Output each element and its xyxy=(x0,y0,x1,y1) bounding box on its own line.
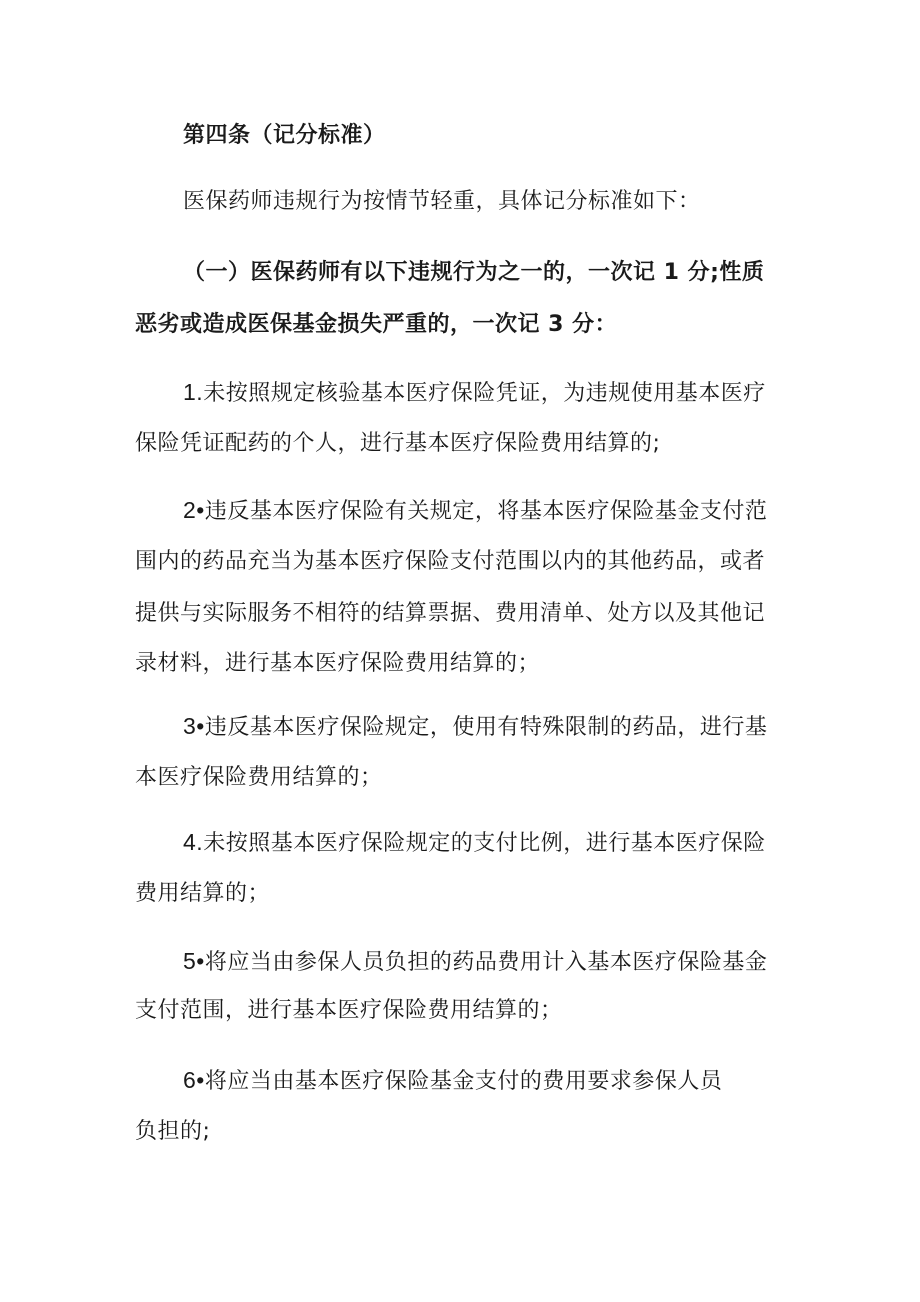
item-4-line-1: 4.未按照基本医疗保险规定的支付比例，进行基本医疗保险 xyxy=(183,829,766,856)
item-5-line-1: 5•将应当由参保人员负担的药品费用计入基本医疗保险基金 xyxy=(183,948,768,975)
item-2-line-2: 围内的药品充当为基本医疗保险支付范围以内的其他药品，或者 xyxy=(135,549,766,574)
section-1-line-1: （一）医保药师有以下违规行为之一的，一次记 1 分;性质 xyxy=(183,260,765,285)
item-3-line-1: 3•违反基本医疗保险规定，使用有特殊限制的药品，进行基 xyxy=(183,713,768,740)
item-2-line-1: 2•违反基本医疗保险有关规定，将基本医疗保险基金支付范 xyxy=(183,497,768,524)
item-5-number: 5• xyxy=(183,948,205,974)
item-3-line-2: 本医疗保险费用结算的； xyxy=(135,765,383,790)
item-6-number: 6• xyxy=(183,1067,205,1093)
item-4-number: 4. xyxy=(183,829,204,855)
item-2-number: 2• xyxy=(183,497,205,523)
item-5-line-2: 支付范围，进行基本医疗保险费用结算的； xyxy=(135,998,563,1023)
item-1-line-1: 1.未按照规定核验基本医疗保险凭证，为违规使用基本医疗 xyxy=(183,379,766,406)
item-1-number: 1. xyxy=(183,379,204,405)
article-title: 第四条（记分标准） xyxy=(183,123,386,148)
item-6-line-1: 6•将应当由基本医疗保险基金支付的费用要求参保人员 xyxy=(183,1067,723,1094)
item-2-line-3: 提供与实际服务不相符的结算票据、费用清单、处方以及其他记 xyxy=(135,601,766,626)
item-3-number: 3• xyxy=(183,713,205,739)
item-4-line-2: 费用结算的； xyxy=(135,881,271,906)
item-6-line-2: 负担的; xyxy=(135,1119,211,1144)
intro-paragraph: 医保药师违规行为按情节轻重，具体记分标准如下： xyxy=(183,189,701,214)
item-2-line-4: 录材料，进行基本医疗保险费用结算的； xyxy=(135,651,541,676)
section-1-line-2: 恶劣或造成医保基金损失严重的，一次记 3 分： xyxy=(135,312,618,337)
item-1-line-2: 保险凭证配药的个人，进行基本医疗保险费用结算的; xyxy=(135,431,661,456)
